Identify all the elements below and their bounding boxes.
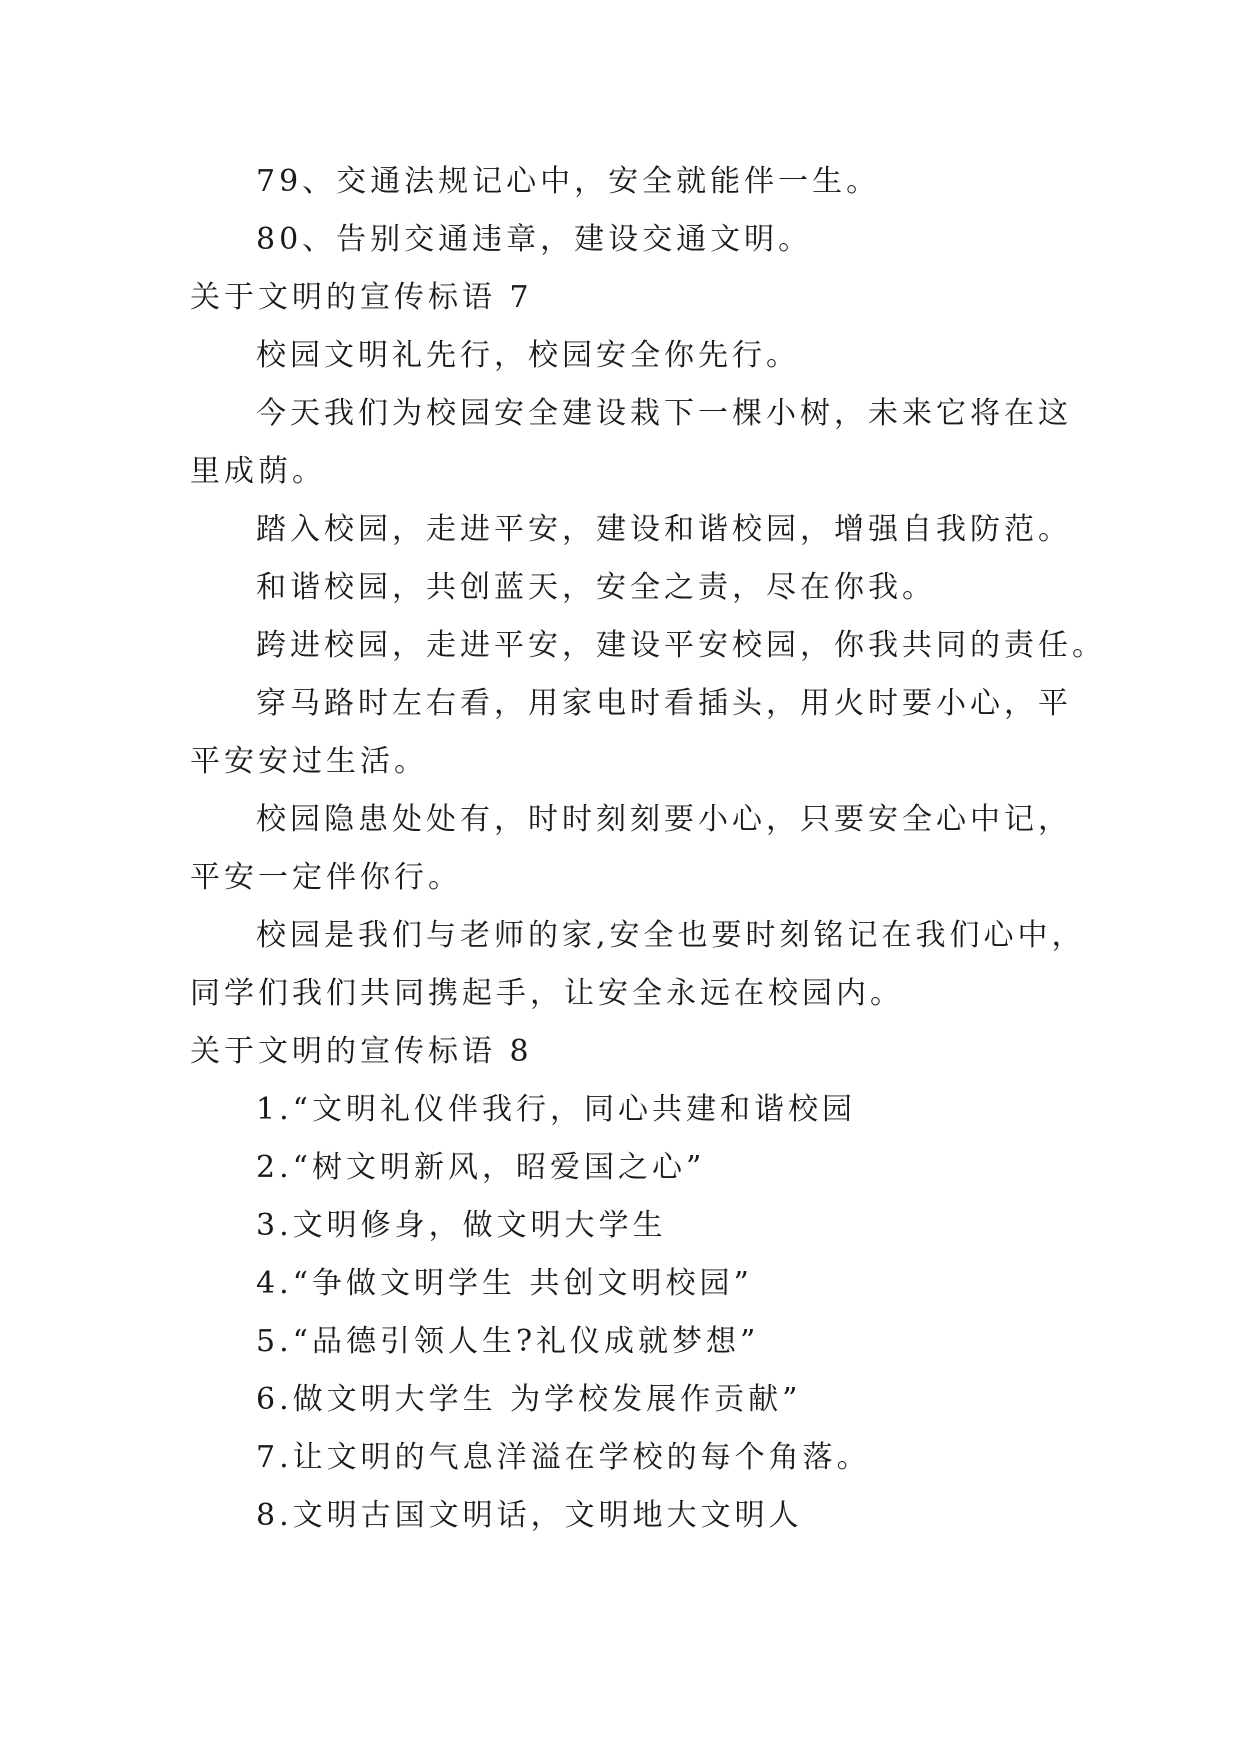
list-item: 5.“品德引领人生?礼仪成就梦想” bbox=[256, 1324, 760, 1359]
paragraph-line: 跨进校园，走进平安，建设平安校园，你我共同的责任。 bbox=[256, 628, 1106, 663]
list-item: 1.“文明礼仪伴我行，同心共建和谐校园 bbox=[256, 1092, 856, 1127]
list-item: 4.“争做文明学生 共创文明校园” bbox=[256, 1266, 753, 1301]
paragraph-line: 今天我们为校园安全建设栽下一棵小树，未来它将在这 bbox=[256, 396, 1072, 431]
list-item: 3.文明修身，做文明大学生 bbox=[256, 1208, 667, 1243]
paragraph-line: 平安安过生活。 bbox=[190, 744, 428, 779]
paragraph-line: 平安一定伴你行。 bbox=[190, 860, 462, 895]
list-item: 80、告别交通违章，建设交通文明。 bbox=[256, 222, 813, 257]
document-body bbox=[190, 153, 1106, 1545]
list-item: 7.让文明的气息洋溢在学校的每个角落。 bbox=[256, 1440, 871, 1475]
list-item: 6.做文明大学生 为学校发展作贡献” bbox=[256, 1382, 802, 1417]
paragraph-line: 穿马路时左右看，用家电时看插头，用火时要小心，平 bbox=[256, 686, 1072, 721]
paragraph-line: 校园隐患处处有，时时刻刻要小心，只要安全心中记， bbox=[256, 802, 1072, 837]
paragraph-line: 里成荫。 bbox=[190, 454, 326, 489]
section-heading: 关于文明的宣传标语 8 bbox=[190, 1034, 533, 1069]
section-heading: 关于文明的宣传标语 7 bbox=[190, 280, 533, 315]
paragraph-line: 校园是我们与老师的家,安全也要时刻铭记在我们心中， bbox=[256, 918, 1086, 953]
list-item: 2.“树文明新风，昭爱国之心” bbox=[256, 1150, 706, 1185]
paragraph-line: 和谐校园，共创蓝天，安全之责，尽在你我。 bbox=[256, 570, 936, 605]
list-item: 79、交通法规记心中，安全就能伴一生。 bbox=[256, 164, 881, 199]
list-item: 8.文明古国文明话，文明地大文明人 bbox=[256, 1498, 803, 1533]
paragraph-line: 同学们我们共同携起手，让安全永远在校园内。 bbox=[190, 976, 904, 1011]
paragraph-line: 踏入校园，走进平安，建设和谐校园，增强自我防范。 bbox=[256, 512, 1072, 547]
paragraph-line: 校园文明礼先行，校园安全你先行。 bbox=[256, 338, 800, 373]
